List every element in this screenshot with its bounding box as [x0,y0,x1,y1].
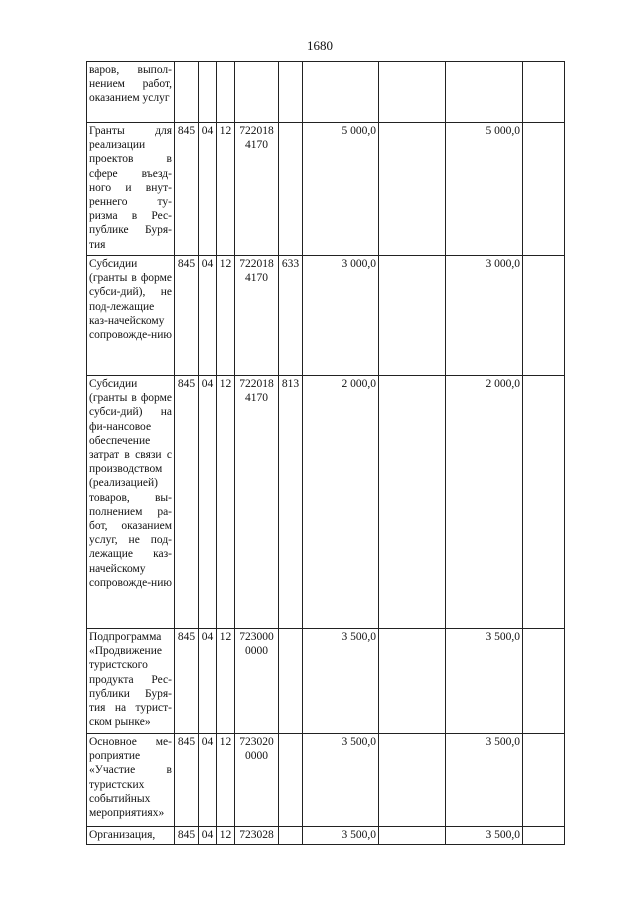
expense-type-code [279,629,303,734]
amount-cell: 3 500,0 [303,629,379,734]
row-name: варов, выпол-нением работ, оказанием услуг [87,62,175,123]
row-name: Субсидии (гранты в форме субси-дий), не под-лежащие каз-начейскому сопровожде-нию [87,256,175,376]
grbs-code: 845 [175,629,199,734]
section-code: 04 [199,734,217,827]
table-row [87,734,565,827]
grbs-code [175,62,199,123]
section-code: 04 [199,123,217,256]
subsection-code: 12 [217,827,235,845]
amount-cell [303,62,379,123]
amount-cell [379,827,446,845]
row-name: Субсидии (гранты в форме субси-дий) на фи-нансовое обеспечение затрат в связи с производством (реализацией) товаров, вы-полнением ра-бот, оказанием услуг, не под-лежащие каз-начейскому сопровожде-нию [87,376,175,629]
target-article-code: 722018 4170 [235,376,279,629]
section-code [199,62,217,123]
amount-cell: 3 500,0 [303,827,379,845]
section-code: 04 [199,376,217,629]
amount-cell [379,734,446,827]
expense-type-code [279,827,303,845]
amount-cell: 3 000,0 [303,256,379,376]
target-article-code: 722018 4170 [235,256,279,376]
amount-cell: 5 000,0 [303,123,379,256]
subsection-code [217,62,235,123]
amount-cell [523,629,565,734]
expense-type-code: 633 [279,256,303,376]
amount-cell: 5 000,0 [446,123,523,256]
amount-cell [523,123,565,256]
page-number: 1680 [307,38,333,53]
row-name: Гранты для реализации проектов в сфере въезд-ного и внут-реннего ту-ризма в Рес-публике Буря-тия [87,123,175,256]
amount-cell: 3 500,0 [303,734,379,827]
grbs-code: 845 [175,123,199,256]
expense-type-code [279,123,303,256]
subsection-code: 12 [217,629,235,734]
amount-cell: 2 000,0 [303,376,379,629]
amount-cell [379,256,446,376]
table-row [87,376,565,629]
expense-type-code [279,62,303,123]
amount-cell [523,827,565,845]
section-code: 04 [199,629,217,734]
amount-cell [523,376,565,629]
expense-type-code: 813 [279,376,303,629]
row-name: Подпрограмма «Продвижение туристского продукта Рес-публики Буря-тия на турист-ском рынке» [87,629,175,734]
section-code: 04 [199,256,217,376]
amount-cell [379,62,446,123]
table-row [87,62,565,123]
grbs-code: 845 [175,256,199,376]
target-article-code: 723020 0000 [235,734,279,827]
subsection-code: 12 [217,123,235,256]
row-name: Организация, [87,827,175,845]
target-article-code [235,62,279,123]
subsection-code: 12 [217,734,235,827]
amount-cell [523,256,565,376]
expense-type-code [279,734,303,827]
target-article-code: 723000 0000 [235,629,279,734]
amount-cell [379,629,446,734]
table-row [87,123,565,256]
amount-cell [523,734,565,827]
amount-cell [379,123,446,256]
row-name: Основное ме-роприятие «Участие в туристских событийных мероприятиях» [87,734,175,827]
target-article-code: 723028 [235,827,279,845]
table-row [87,629,565,734]
table-row [87,827,565,845]
grbs-code: 845 [175,734,199,827]
grbs-code: 845 [175,376,199,629]
amount-cell: 3 500,0 [446,734,523,827]
amount-cell [523,62,565,123]
amount-cell [446,62,523,123]
subsection-code: 12 [217,376,235,629]
subsection-code: 12 [217,256,235,376]
amount-cell: 2 000,0 [446,376,523,629]
amount-cell: 3 500,0 [446,827,523,845]
table-row [87,256,565,376]
budget-table [86,61,565,845]
target-article-code: 722018 4170 [235,123,279,256]
amount-cell [379,376,446,629]
amount-cell: 3 500,0 [446,629,523,734]
grbs-code: 845 [175,827,199,845]
section-code: 04 [199,827,217,845]
amount-cell: 3 000,0 [446,256,523,376]
